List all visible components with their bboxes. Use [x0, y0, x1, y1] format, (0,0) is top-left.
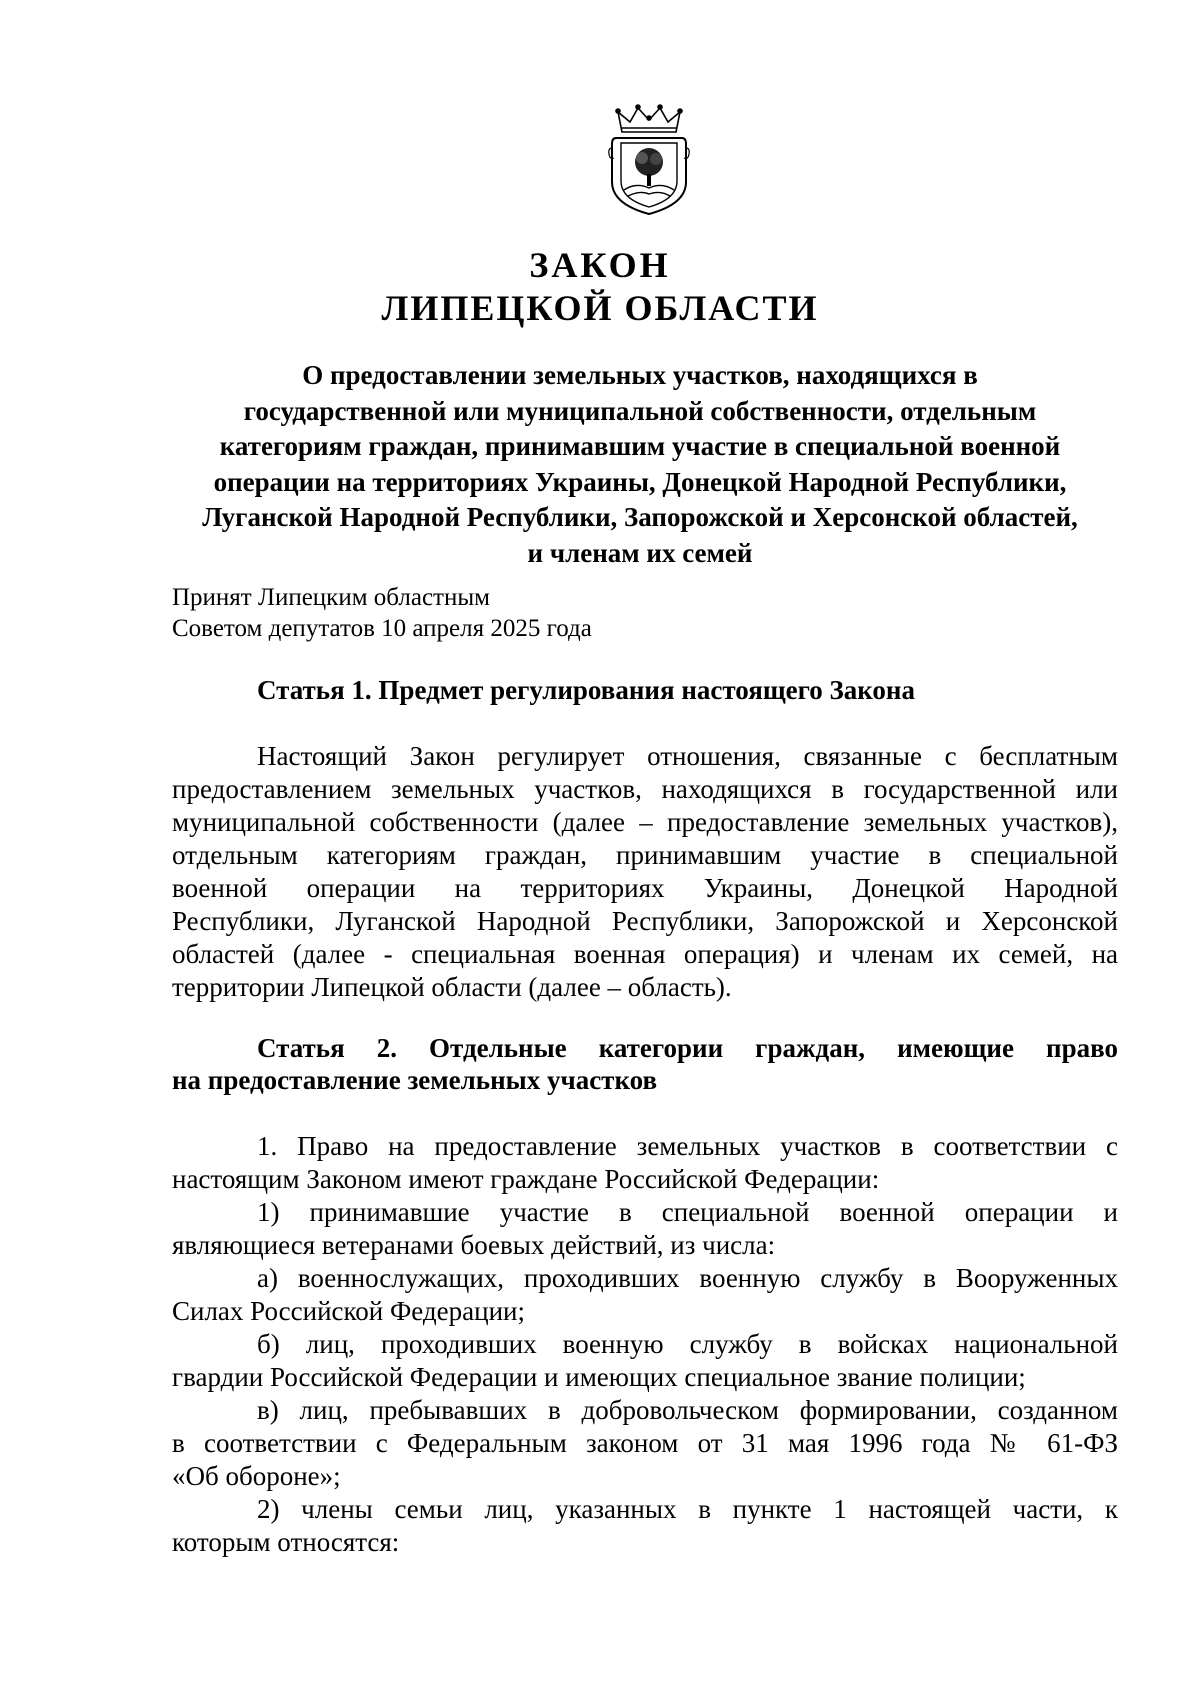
article-2-heading	[172, 1032, 1118, 1096]
text-line: 1) принимавшие участие в специальной военной операции и	[257, 1197, 1118, 1227]
text-line: гвардии Российской Федерации и имеющих специальное звание полиции;	[172, 1362, 1026, 1392]
text-line: настоящим Законом имеют граждане Российской Федерации:	[172, 1164, 880, 1194]
text-line: являющиеся ветеранами боевых действий, из числа:	[172, 1230, 776, 1260]
article-1-heading: Статья 1. Предмет регулирования настоящего Закона	[257, 675, 915, 705]
subject-line: О предоставлении земельных участков, находящихся в	[302, 360, 978, 390]
subject-line: и членам их семей	[527, 537, 753, 568]
region-title: ЛИПЕЦКОЙ ОБЛАСТИ	[381, 288, 819, 328]
heading-line: на предоставление земельных участков	[172, 1065, 658, 1095]
subject-line: государственной или муниципальной собственности, отдельным	[243, 395, 1037, 426]
text-line: Республики, Луганской Народной Республики, Запорожской и Херсонской	[172, 906, 1118, 936]
article-2-text	[172, 1130, 1118, 1559]
text-line: отдельным категориям граждан, принимавшим участие в специальной	[172, 840, 1118, 870]
subject-line: категориям граждан, принимавшим участие в специальной военной	[219, 431, 1061, 461]
adoption-line: Советом депутатов 10 апреля 2025 года	[172, 615, 592, 642]
text-line: «Об обороне»;	[172, 1461, 341, 1491]
law-title: ЗАКОН	[529, 245, 671, 285]
law-subject	[170, 358, 1110, 571]
text-line: областей (далее - специальная военная операция) и членам их семей, на	[172, 939, 1118, 969]
text-line: предоставлением земельных участков, находящихся в государственной или	[172, 774, 1118, 804]
text-line: которым относятся:	[172, 1527, 400, 1557]
text-line: в соответствии с Федеральным законом от 31 мая 1996 года № 61-ФЗ	[172, 1428, 1118, 1458]
subject-line: операции на территориях Украины, Донецкой Народной Республики,	[213, 466, 1067, 497]
text-line: 1. Право на предоставление земельных участков в соответствии с	[257, 1131, 1118, 1161]
text-line: муниципальной собственности (далее – предоставление земельных участков),	[172, 807, 1118, 837]
text-line: Силах Российской Федерации;	[172, 1296, 525, 1326]
text-line: Настоящий Закон регулирует отношения, связанные с бесплатным	[257, 741, 1118, 771]
heading-line: Статья 2. Отдельные категории граждан, имеющие право	[257, 1033, 1118, 1063]
text-line: 2) члены семьи лиц, указанных в пункте 1 настоящей части, к	[257, 1494, 1118, 1524]
text-line: военной операции на территориях Украины, Донецкой Народной	[172, 873, 1118, 903]
text-line: в) лиц, пребывавших в добровольческом формировании, созданном	[257, 1395, 1118, 1425]
adoption-line: Принят Липецким областным	[172, 584, 490, 611]
text-line: а) военнослужащих, проходивших военную службу в Вооруженных	[257, 1263, 1118, 1293]
subject-line: Луганской Народной Республики, Запорожской и Херсонской областей,	[202, 502, 1078, 532]
coat-of-arms-icon	[608, 104, 690, 216]
adoption-note	[172, 582, 592, 644]
text-line: территории Липецкой области (далее – область).	[172, 972, 732, 1002]
article-1-text	[172, 740, 1118, 1004]
text-line: б) лиц, проходивших военную службу в войсках национальной	[257, 1329, 1118, 1359]
